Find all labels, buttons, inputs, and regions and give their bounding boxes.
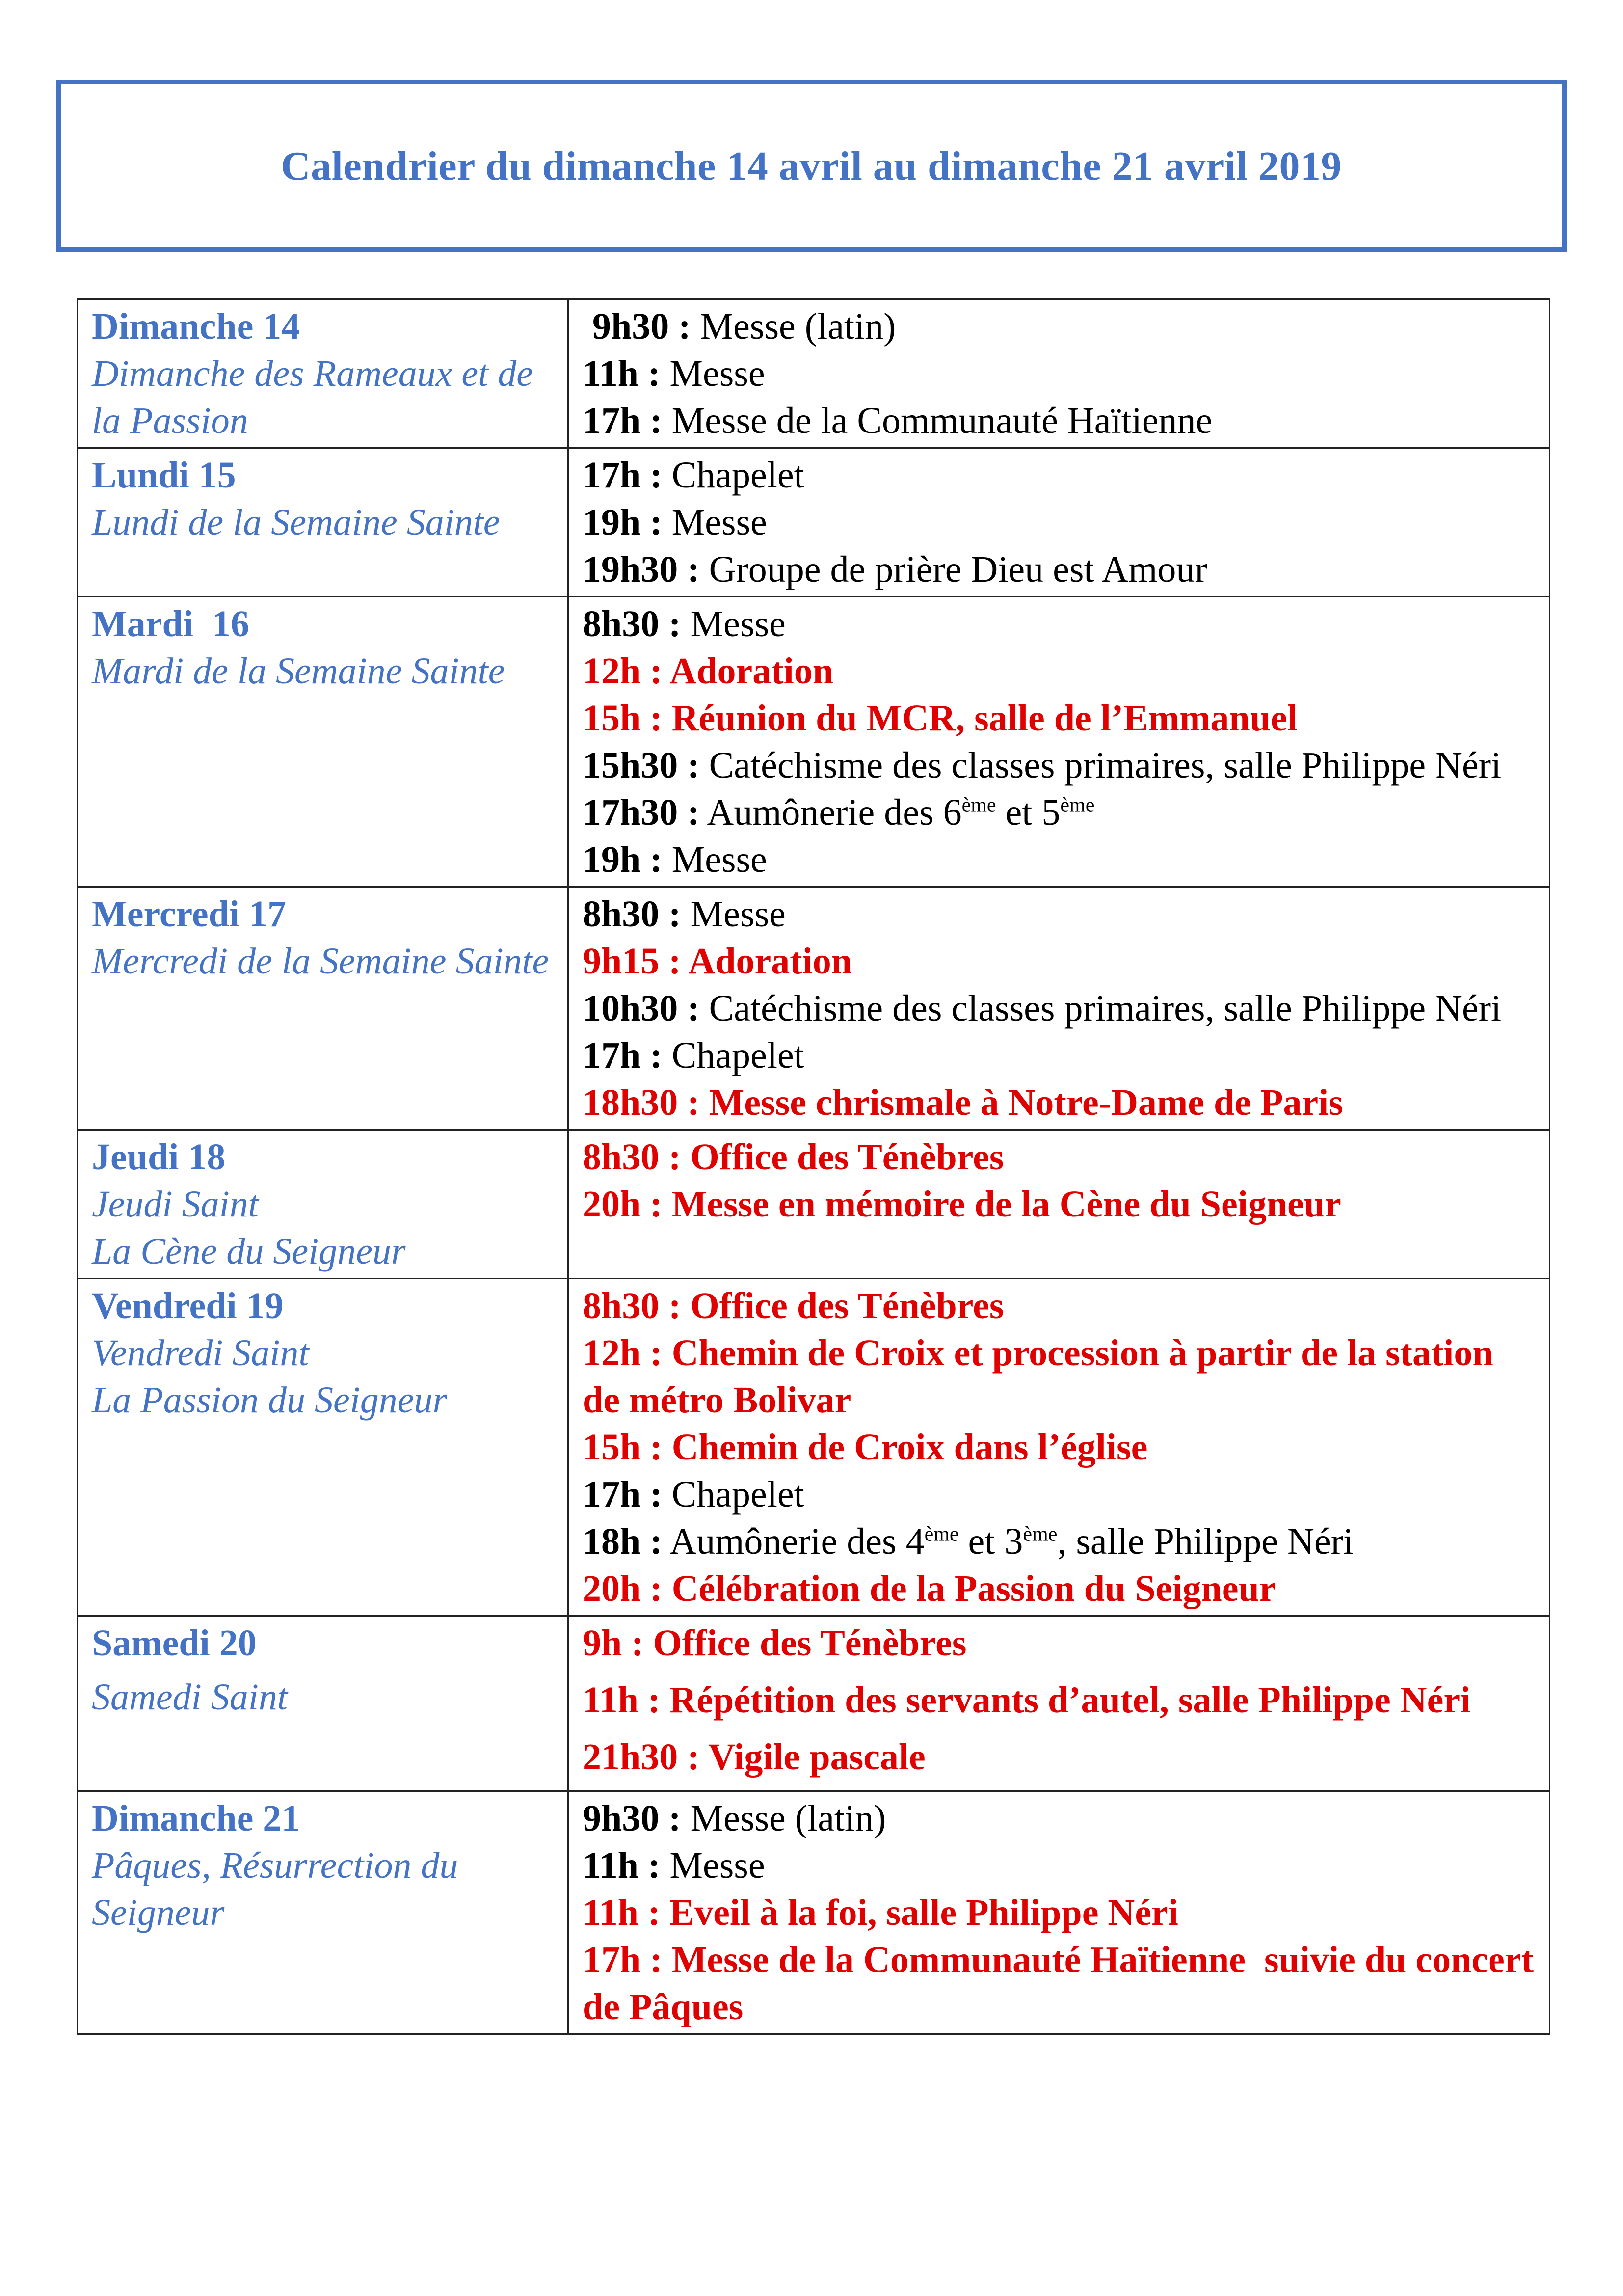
event bbox=[583, 499, 1536, 546]
event-text: Office des Ténèbres bbox=[690, 1285, 1004, 1326]
event-text: , salle Philippe Néri bbox=[1057, 1521, 1354, 1562]
event-text: Messe bbox=[669, 1845, 765, 1886]
event bbox=[583, 1936, 1543, 2030]
event-text: Office des Ténèbres bbox=[690, 1136, 1004, 1178]
day-cell bbox=[78, 299, 568, 448]
event bbox=[583, 938, 1536, 985]
event-time: 17h30 : bbox=[583, 792, 700, 833]
event-time: 11h : bbox=[583, 1845, 661, 1886]
events-cell bbox=[568, 597, 1550, 887]
event-text: Chapelet bbox=[671, 1474, 804, 1515]
event bbox=[583, 1518, 1536, 1565]
event-time: 11h : bbox=[583, 1679, 661, 1721]
events-cell bbox=[568, 1791, 1550, 2034]
event-text: Réunion du MCR, salle de l’Emmanuel bbox=[671, 698, 1298, 739]
day-cell bbox=[78, 1130, 568, 1279]
event bbox=[583, 985, 1536, 1032]
event-text: Chemin de Croix dans l’église bbox=[671, 1427, 1148, 1468]
event-text: et 3 bbox=[958, 1521, 1023, 1562]
event-time: 20h : bbox=[583, 1568, 663, 1609]
event-text: Chapelet bbox=[671, 455, 804, 496]
schedule-table bbox=[77, 298, 1550, 2035]
event-time: 10h30 : bbox=[583, 988, 700, 1029]
event-time: 15h : bbox=[583, 1427, 663, 1468]
superscript: ème bbox=[1023, 1523, 1058, 1546]
table-row bbox=[78, 1130, 1550, 1279]
event bbox=[583, 648, 1536, 695]
event-time: 17h : bbox=[583, 455, 663, 496]
event-text: Messe bbox=[690, 893, 786, 935]
event bbox=[583, 1181, 1536, 1228]
event-text: Office des Ténèbres bbox=[653, 1622, 967, 1664]
day-subtitle: La Cène du Seigneur bbox=[92, 1231, 406, 1272]
event bbox=[583, 600, 1536, 648]
event bbox=[583, 350, 1536, 397]
event-time: 18h30 : bbox=[583, 1082, 700, 1123]
table-row bbox=[78, 1616, 1550, 1791]
event-text: Messe de la Communauté Haïtienne bbox=[671, 400, 1213, 441]
event bbox=[583, 1842, 1536, 1889]
event-text: Messe bbox=[690, 603, 786, 645]
day-name: Lundi 15 bbox=[92, 455, 236, 496]
event bbox=[583, 742, 1536, 789]
event bbox=[583, 836, 1536, 883]
event-text: Vigile pascale bbox=[708, 1736, 926, 1778]
day-cell bbox=[78, 887, 568, 1130]
event-text: Répétition des servants d’autel, salle Philippe Néri bbox=[669, 1679, 1471, 1721]
event-time: 17h : bbox=[583, 400, 663, 441]
table-row bbox=[78, 1791, 1550, 2034]
event-text: Aumônerie des 6 bbox=[707, 792, 962, 833]
day-name: Samedi 20 bbox=[92, 1622, 257, 1664]
event-text: Messe chrismale à Notre-Dame de Paris bbox=[709, 1082, 1343, 1123]
day-subtitle: Mardi de la Semaine Sainte bbox=[92, 650, 505, 692]
event bbox=[583, 1079, 1536, 1126]
event-text: Catéchisme des classes primaires, salle Philippe Néri bbox=[709, 988, 1502, 1029]
event-time: 12h : bbox=[583, 650, 663, 692]
day-name: Dimanche 21 bbox=[92, 1798, 300, 1839]
event-time: 11h : bbox=[583, 1892, 661, 1933]
day-subtitle: Mercredi de la Semaine Sainte bbox=[92, 941, 549, 982]
events-cell bbox=[568, 1130, 1550, 1279]
event bbox=[583, 1620, 1536, 1667]
event bbox=[583, 891, 1536, 938]
event bbox=[583, 397, 1536, 444]
event bbox=[583, 695, 1536, 742]
event-time: 8h30 : bbox=[583, 1285, 681, 1326]
event-time: 12h : bbox=[583, 1332, 663, 1374]
event-time: 9h : bbox=[583, 1622, 644, 1664]
superscript: ème bbox=[924, 1523, 959, 1546]
event-time: 11h : bbox=[583, 353, 661, 394]
event-time: 9h30 : bbox=[583, 1798, 681, 1839]
day-subtitle: Samedi Saint bbox=[92, 1676, 288, 1718]
event-time: 9h30 : bbox=[592, 306, 691, 347]
title-box bbox=[56, 80, 1567, 252]
event-text: Eveil à la foi, salle Philippe Néri bbox=[669, 1892, 1178, 1933]
day-name: Vendredi 19 bbox=[92, 1285, 284, 1326]
event-time: 17h : bbox=[583, 1474, 663, 1515]
day-subtitle: Vendredi Saint bbox=[92, 1332, 309, 1374]
event-time: 20h : bbox=[583, 1184, 663, 1225]
event-text: Messe (latin) bbox=[690, 1798, 886, 1839]
event bbox=[583, 1889, 1536, 1936]
day-name: Mercredi 17 bbox=[92, 893, 287, 935]
day-cell bbox=[78, 1279, 568, 1616]
event-time: 18h : bbox=[583, 1521, 663, 1562]
events-cell bbox=[568, 448, 1550, 597]
day-subtitle: Jeudi Saint bbox=[92, 1184, 259, 1225]
event bbox=[583, 303, 1536, 350]
event bbox=[583, 1674, 1536, 1727]
event-time: 19h : bbox=[583, 502, 663, 543]
day-cell bbox=[78, 448, 568, 597]
event-time: 21h30 : bbox=[583, 1736, 700, 1778]
event-time: 19h : bbox=[583, 839, 663, 880]
day-subtitle: La Passion du Seigneur bbox=[92, 1379, 448, 1421]
event-text: Groupe de prière Dieu est Amour bbox=[709, 549, 1207, 590]
events-cell bbox=[568, 1616, 1550, 1791]
table-row bbox=[78, 887, 1550, 1130]
event-text: et 5 bbox=[996, 792, 1061, 833]
event bbox=[583, 1032, 1536, 1079]
event bbox=[583, 1733, 1536, 1781]
event bbox=[583, 1795, 1536, 1842]
event bbox=[583, 1424, 1536, 1471]
event-time: 9h15 : bbox=[583, 941, 681, 982]
event-time: 8h30 : bbox=[583, 893, 681, 935]
event-text: Adoration bbox=[669, 650, 833, 692]
event bbox=[583, 1329, 1536, 1424]
event-text: Messe bbox=[669, 353, 765, 394]
event-text: Célébration de la Passion du Seigneur bbox=[671, 1568, 1276, 1609]
events-cell bbox=[568, 887, 1550, 1130]
table-row bbox=[78, 597, 1550, 887]
page-title: Calendrier du dimanche 14 avril au dimanche 21 avril 2019 bbox=[280, 143, 1342, 189]
table-row bbox=[78, 448, 1550, 597]
day-name: Jeudi 18 bbox=[92, 1136, 226, 1178]
day-subtitle: Dimanche des Rameaux et de la Passion bbox=[92, 353, 533, 441]
day-cell bbox=[78, 1791, 568, 2034]
day-cell bbox=[78, 1616, 568, 1791]
event-time: 8h30 : bbox=[583, 1136, 681, 1178]
day-name: Dimanche 14 bbox=[92, 306, 300, 347]
event-time: 19h30 : bbox=[583, 549, 700, 590]
day-cell bbox=[78, 597, 568, 887]
event-text: Aumônerie des 4 bbox=[669, 1521, 925, 1562]
event bbox=[583, 546, 1536, 593]
event-text: Adoration bbox=[688, 941, 852, 982]
day-name: Mardi 16 bbox=[92, 603, 249, 645]
event-time: 15h : bbox=[583, 698, 663, 739]
event-text: Chapelet bbox=[671, 1035, 804, 1076]
event bbox=[583, 1282, 1536, 1329]
day-subtitle: Pâques, Résurrection du Seigneur bbox=[92, 1845, 458, 1933]
event-text: Messe bbox=[671, 502, 767, 543]
event-text: Messe de la Communauté Haïtienne suivie du concert de Pâques bbox=[583, 1939, 1543, 2027]
event bbox=[583, 452, 1536, 499]
event-text: Messe bbox=[671, 839, 767, 880]
event bbox=[583, 1134, 1536, 1181]
event-time: 17h : bbox=[583, 1939, 663, 1980]
superscript: ème bbox=[961, 794, 996, 817]
event-time: 15h30 : bbox=[583, 745, 700, 786]
day-subtitle: Lundi de la Semaine Sainte bbox=[92, 502, 500, 543]
event-time: 17h : bbox=[583, 1035, 663, 1076]
event-text: Messe en mémoire de la Cène du Seigneur bbox=[671, 1184, 1341, 1225]
events-cell bbox=[568, 299, 1550, 448]
table-row bbox=[78, 1279, 1550, 1616]
events-cell bbox=[568, 1279, 1550, 1616]
table-row bbox=[78, 299, 1550, 448]
event-text: Catéchisme des classes primaires, salle Philippe Néri bbox=[709, 745, 1502, 786]
superscript: ème bbox=[1060, 794, 1095, 817]
event-time: 8h30 : bbox=[583, 603, 681, 645]
event bbox=[583, 1565, 1536, 1612]
event bbox=[583, 1471, 1536, 1518]
event bbox=[583, 789, 1536, 836]
event-text: Chemin de Croix et procession à partir de la station de métro Bolivar bbox=[583, 1332, 1493, 1421]
event-text: Messe (latin) bbox=[700, 306, 896, 347]
